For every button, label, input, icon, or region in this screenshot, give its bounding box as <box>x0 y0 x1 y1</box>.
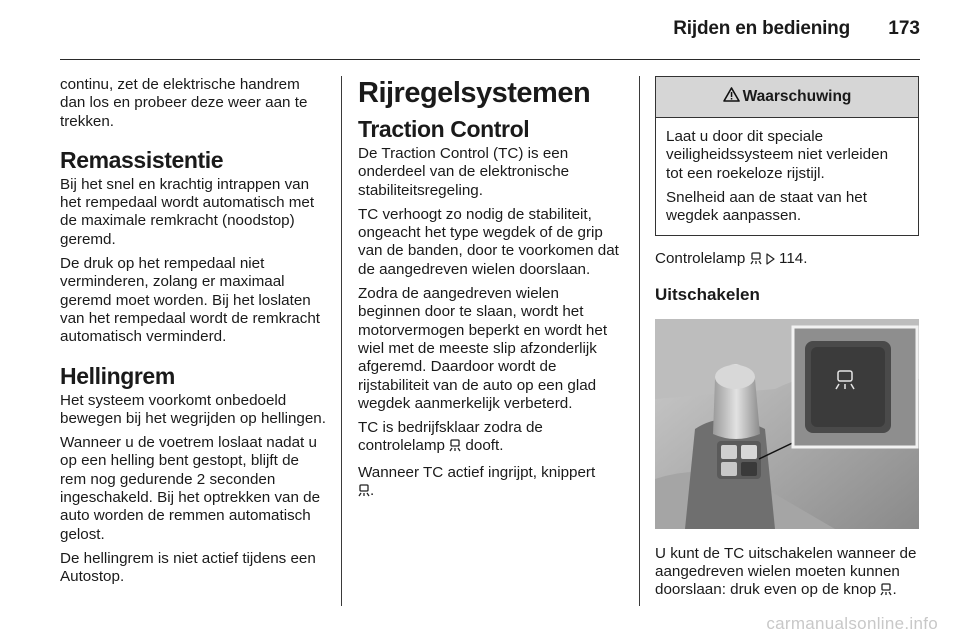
paragraph: Wanneer u de voetrem loslaat nadat u op een helling bent gestopt, blijft de rem nog gedurende 2 seconden ingeschakeld. Bij het optrekken van de auto worden de remmen automatisch gelost. <box>60 434 321 543</box>
heading-rijregelsystemen: Rijregelsystemen <box>358 77 591 109</box>
page-reference: 114. <box>779 250 808 268</box>
paragraph <box>655 545 921 602</box>
paragraph: De druk op het rempedaal niet verminderen, zolang er maximaal geremd moet worden. Bij het loslaten van het rempedaal wordt de remkracht automatisch verminderd. <box>60 255 321 346</box>
heading-uitschakelen: Uitschakelen <box>655 284 760 304</box>
column-left <box>60 76 326 593</box>
watermark: carmanualsonline.info <box>766 614 938 633</box>
warning-body <box>656 118 918 235</box>
warning-header <box>656 77 918 118</box>
paragraph <box>655 250 921 270</box>
page-number: 173 <box>888 18 920 39</box>
text: . <box>370 482 375 500</box>
warning-title: Waarschuwing <box>742 87 852 105</box>
text: TC is bedrijfsklaar zodra de controlelamp <box>358 419 543 455</box>
traction-control-icon <box>880 583 892 601</box>
column-divider <box>639 76 640 606</box>
traction-control-icon <box>449 439 461 457</box>
paragraph: Snelheid aan de staat van het wegdek aanpassen. <box>666 188 867 225</box>
text: . <box>892 581 897 599</box>
page-header <box>0 0 960 62</box>
paragraph: TC verhoogt zo nodig de stabiliteit, ongeacht het type wegdek of de grip van de banden, door te voorkomen dat de aangedreven wielen doorslaan. <box>358 205 619 278</box>
paragraph: Het systeem voorkomt onbedoeld bewegen bij het wegrijden op hellingen. <box>60 391 326 427</box>
paragraph: Zodra de aangedreven wielen beginnen door te slaan, wordt het motorvermogen beperkt en wordt het wiel met de meeste slip afzonderlijk afgeremd. Daardoor wordt de rijstabiliteit van de auto op een glad wegdek aanmerkelijk verbeterd. <box>358 285 608 412</box>
paragraph: De hellingrem is niet actief tijdens een Autostop. <box>60 549 316 586</box>
text: Wanneer TC actief ingrijpt, knippert <box>358 463 596 481</box>
column-middle <box>358 76 624 508</box>
paragraph <box>358 464 624 503</box>
column-right <box>655 76 921 608</box>
traction-control-icon <box>358 484 370 502</box>
header-rule <box>60 59 920 60</box>
paragraph <box>358 419 624 458</box>
warning-box <box>655 76 919 236</box>
paragraph: Bij het snel en krachtig intrappen van het rempedaal wordt automatisch met de maximale remkracht (noodstop) geremd. <box>60 175 315 248</box>
text: dooft. <box>465 437 504 455</box>
tc-button-photo <box>655 319 919 529</box>
section-title: Rijden en bediening <box>673 18 850 39</box>
page-reference-arrow-icon <box>766 252 775 270</box>
warning-triangle-icon <box>723 87 743 107</box>
column-divider <box>341 76 342 606</box>
heading-traction-control: Traction Control <box>358 116 530 142</box>
traction-control-icon <box>750 252 762 270</box>
text: U kunt de TC uitschakelen wanneer de aangedreven wielen moeten kunnen doorslaan: druk even op de knop <box>655 544 917 599</box>
text: Controlelamp <box>655 250 746 268</box>
paragraph: De Traction Control (TC) is een onderdeel van de elektronische stabiliteitsregeling. <box>358 145 570 199</box>
heading-hellingrem: Hellingrem <box>60 362 175 389</box>
paragraph: Laat u door dit speciale veiligheidssysteem niet verleiden tot een roekeloze rijstijl. <box>666 128 889 182</box>
paragraph: continu, zet de elektrische handrem dan los en probeer deze weer aan te trekken. <box>60 76 308 130</box>
heading-remassistentie: Remassistentie <box>60 146 224 173</box>
